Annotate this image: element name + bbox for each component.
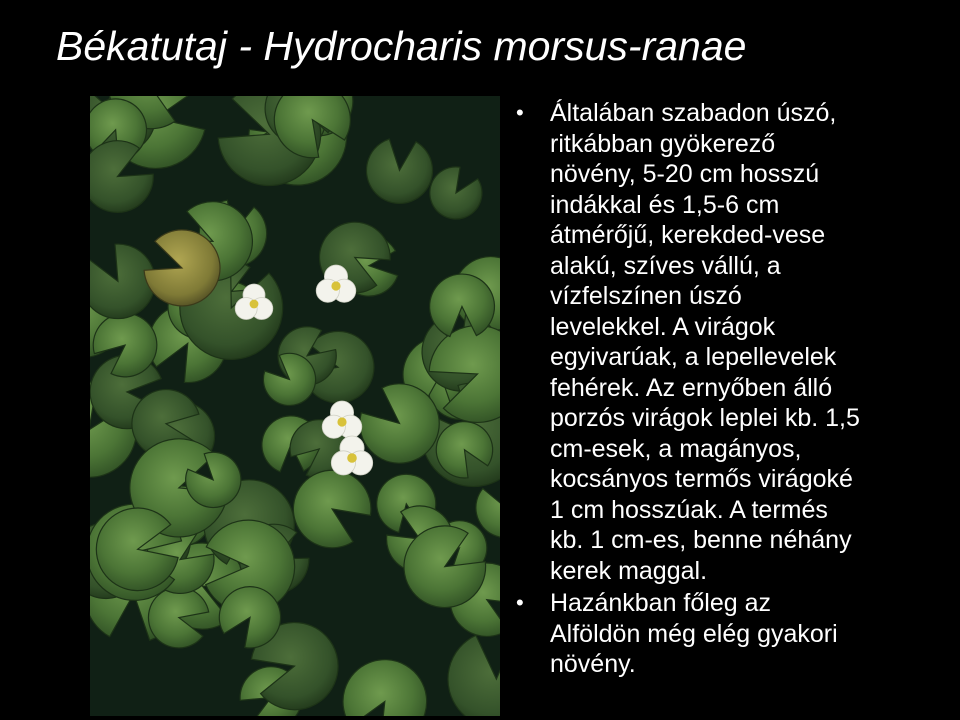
bullet-line: kerek maggal. <box>550 556 708 585</box>
bullet-line: cm-esek, a magányos, <box>550 434 802 463</box>
bullet-line: Hazánkban főleg az <box>550 589 771 617</box>
bullet-line: levelekkel. A virágok <box>550 312 776 341</box>
bullet-line: növény. <box>550 650 636 678</box>
bullet-line: növény, 5-20 cm hosszú <box>550 160 820 188</box>
plant-photo <box>90 96 500 716</box>
bullet-line: kocsányos termős virágoké <box>550 465 853 493</box>
bullet-line: fehérek. Az ernyőben álló <box>550 373 833 402</box>
bullet-line: ritkábban gyökerező <box>550 129 776 158</box>
plant-photo-image <box>90 96 500 716</box>
bullet-item-distribution <box>516 588 952 680</box>
bullet-line: vízfelszínen úszó <box>550 282 742 310</box>
bullet-line: indákkal és 1,5-6 cm <box>550 190 780 219</box>
bullet-line: Általában szabadon úszó, <box>550 99 837 127</box>
bullet-item-description <box>516 98 952 586</box>
bullet-line: porzós virágok leplei kb. 1,5 <box>550 404 860 432</box>
bullet-line: Alföldön még elég gyakori <box>550 619 838 648</box>
bullet-line: egyivarúak, a lepellevelek <box>550 343 837 371</box>
bullet-dot: • <box>516 100 524 125</box>
description-bullet-list <box>516 98 952 682</box>
bullet-line: alakú, szíves vállú, a <box>550 251 781 280</box>
slide-title: Békatutaj - Hydrocharis morsus-ranae <box>56 23 747 69</box>
bullet-line: 1 cm hosszúak. A termés <box>550 495 828 524</box>
bullet-line: kb. 1 cm-es, benne néhány <box>550 526 852 554</box>
bullet-line: átmérőjű, kerekded-vese <box>550 221 826 249</box>
bullet-dot: • <box>516 590 524 615</box>
